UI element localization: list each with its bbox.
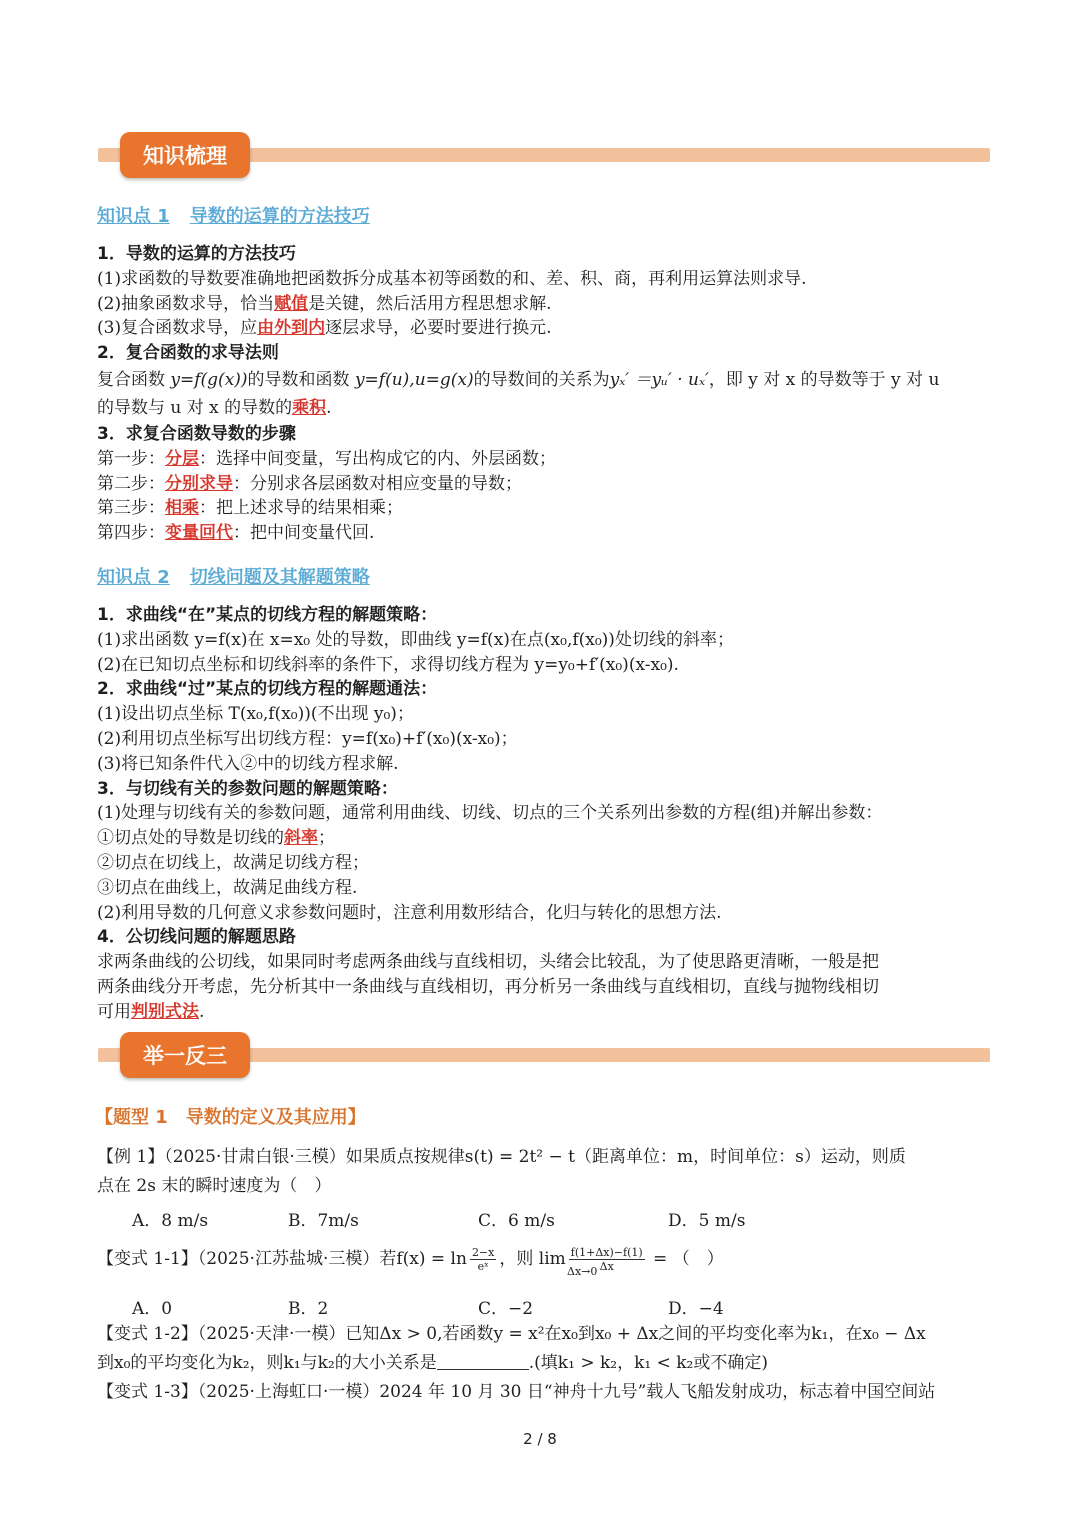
variant-1-2-line1: 【变式 1-2】（2025·天津·一模）已知Δx > 0,若函数y = x²在x₀到x₀ + Δx之间的平均变化率为k₁，在x₀ − Δx	[97, 1324, 926, 1344]
kp1-s3: 第三步：相乘：把上述求导的结果相乘；	[97, 498, 403, 519]
choice-d: D．−4	[668, 1299, 724, 1319]
kp2-b3: (3)将已知条件代入②中的切线方程求解.	[97, 753, 399, 774]
kp2-h2: 2．求曲线“过”某点的切线方程的解题通法：	[97, 679, 438, 700]
kp2-b1: (1)设出切点坐标 T(x₀,f(x₀))(不出现 y₀)；	[97, 704, 414, 725]
kp2-heading	[97, 563, 370, 589]
highlight-term: 判别式法	[131, 1001, 199, 1022]
example-1	[97, 1143, 992, 1201]
kp2-d2: 两条曲线分开考虑，先分析其中一条曲线与直线相切，再分析另一条曲线与直线相切，直线与抛物线相切	[97, 976, 879, 997]
highlight-term: 乘积	[292, 397, 327, 418]
kp2-c4: ③切点在曲线上，故满足曲线方程.	[97, 877, 358, 898]
kp1-heading	[97, 202, 370, 228]
kp1-label: 知识点 1	[97, 206, 170, 227]
kp2-b2: (2)利用切点坐标写出切线方程：y=f(x₀)+f′(x₀)(x-x₀)；	[97, 728, 518, 749]
kp2-h4: 4．公切线问题的解题思路	[97, 927, 296, 948]
choice-a: A．0	[132, 1299, 173, 1319]
fraction: $\frac{f(1+\Delta x)-f(1)}{\Delta x}$	[570, 1246, 643, 1273]
choice-b: B．7m/s	[288, 1211, 359, 1231]
kp1-h1: 1．导数的运算的方法技巧	[97, 244, 296, 264]
kp2-c5: (2)利用导数的几何意义求参数问题时，注意利用数形结合，化归与转化的思想方法.	[97, 902, 722, 923]
highlight-term: 相乘	[165, 498, 199, 519]
kp1-s4: 第四步：变量回代：把中间变量代回.	[97, 523, 375, 544]
section-banner-knowledge	[98, 132, 990, 182]
kp2-c3: ②切点在切线上，故满足切线方程；	[97, 852, 369, 873]
section-banner-practice	[98, 1032, 990, 1082]
variant-1-1: 【变式 1-1】（2025·江苏盐城·三模）若f(x) = ln $\frac{2-x}{\text{eˣ}}$ ，则 lim $\frac{f(1+\Delta x)-f(1)}{\Delta x}$ = （ ） Δx→0	[97, 1242, 992, 1277]
kp1-title: 导数的运算的方法技巧	[189, 206, 370, 227]
kp2-a1: (1)求出函数 y=f(x)在 x=x₀ 处的导数，即曲线 y=f(x)在点(x₀,f(x₀))处切线的斜率；	[97, 629, 734, 650]
choice-b: B．2	[288, 1299, 329, 1319]
kp1-s1: 第一步：分层：选择中间变量，写出构成它的内、外层函数；	[97, 448, 556, 469]
fraction: $\frac{2-x}{\text{eˣ}}$	[471, 1246, 495, 1273]
variant-1-3-line1: 【变式 1-3】（2025·上海虹口·一模）2024 年 10 月 30 日“神舟十九号”载人飞船发射成功，标志着中国空间站	[97, 1382, 936, 1402]
example-1-line1: 【例 1】（2025·甘肃白银·三模）如果质点按规律s(t) = 2t² − t（距离单位：m，时间单位：s）运动，则质	[97, 1147, 906, 1167]
kp1-h2: 2．复合函数的求导法则	[97, 343, 279, 364]
kp2-d1: 求两条曲线的公切线，如果同时考虑两条曲线与直线相切，头绪会比较乱，为了使思路更清晰，一般是把	[97, 952, 879, 973]
answer-blank[interactable]	[437, 1351, 529, 1370]
kp1-c1: 复合函数 y=f(g(x))的导数和函数 y=f(u),u=g(x)的导数间的关系为yₓ′ ＝yᵤ′ · uₓ′，即 y 对 x 的导数等于 y 对 u	[97, 369, 940, 390]
choice-d: D．5 m/s	[668, 1211, 746, 1231]
highlight-term: 分层	[165, 448, 199, 469]
kp2-a2: (2)在已知切点坐标和切线斜率的条件下，求得切线方程为 y=y₀+f′(x₀)(x-x₀).	[97, 654, 679, 675]
kp1-content	[97, 242, 992, 546]
kp2-h1: 1．求曲线“在”某点的切线方程的解题策略：	[97, 605, 438, 625]
kp1-l2: (2)抽象函数求导，恰当赋值是关键，然后活用方程思想求解.	[97, 293, 552, 314]
kp1-c2: 的导数与 u 对 x 的导数的乘积.	[97, 397, 332, 418]
highlight-term: 斜率	[284, 828, 318, 849]
kp2-label: 知识点 2	[97, 567, 170, 588]
choice-c: C．6 m/s	[478, 1211, 555, 1231]
kp2-h3: 3．与切线有关的参数问题的解题策略：	[97, 778, 398, 799]
variant-1-1-prefix: 【变式 1-1】（2025·江苏盐城·三模）若f(x) = ln	[97, 1249, 467, 1269]
highlight-term: 由外到内	[257, 318, 326, 339]
kp2-title: 切线问题及其解题策略	[189, 567, 370, 588]
kp1-h3: 3．求复合函数导数的步骤	[97, 423, 296, 444]
section-title: 知识梳理	[120, 132, 250, 178]
choice-a: A．8 m/s	[132, 1211, 209, 1231]
highlight-term: 赋值	[274, 293, 309, 314]
kp1-s2: 第二步：分别求导：分别求各层函数对相应变量的导数；	[97, 473, 522, 494]
kp1-l1: (1)求函数的导数要准确地把函数拆分成基本初等函数的和、差、积、商，再利用运算法则求导.	[97, 268, 807, 289]
section-title: 举一反三	[120, 1032, 250, 1078]
highlight-term: 变量回代	[165, 523, 233, 544]
example-1-line2: 点在 2s 末的瞬时速度为（ ）	[97, 1176, 332, 1196]
topic-heading: 【题型 1 导数的定义及其应用】	[95, 1107, 366, 1128]
highlight-term: 分别求导	[165, 473, 233, 494]
kp1-l3: (3)复合函数求导，应由外到内逐层求导，必要时要进行换元.	[97, 318, 552, 339]
page-number: 2 / 8	[523, 1430, 557, 1448]
kp2-d3: 可用判别式法.	[97, 1001, 205, 1022]
kp2-content	[97, 603, 992, 1025]
variant-1-2-line2: 到x₀的平均变化为k₂，则k₁与k₂的大小关系是 .(填k₁ > k₂，k₁ < k₂或不确定)	[97, 1353, 769, 1373]
variant-1-2	[97, 1320, 992, 1378]
variant-1-3	[97, 1378, 992, 1407]
kp2-c1: (1)处理与切线有关的参数问题，通常利用曲线、切线、切点的三个关系列出参数的方程(组)并解出参数：	[97, 803, 883, 824]
choice-c: C．−2	[478, 1299, 534, 1319]
kp2-c2: ①切点处的导数是切线的斜率；	[97, 828, 335, 849]
limit-subscript: Δx→0	[567, 1265, 598, 1278]
